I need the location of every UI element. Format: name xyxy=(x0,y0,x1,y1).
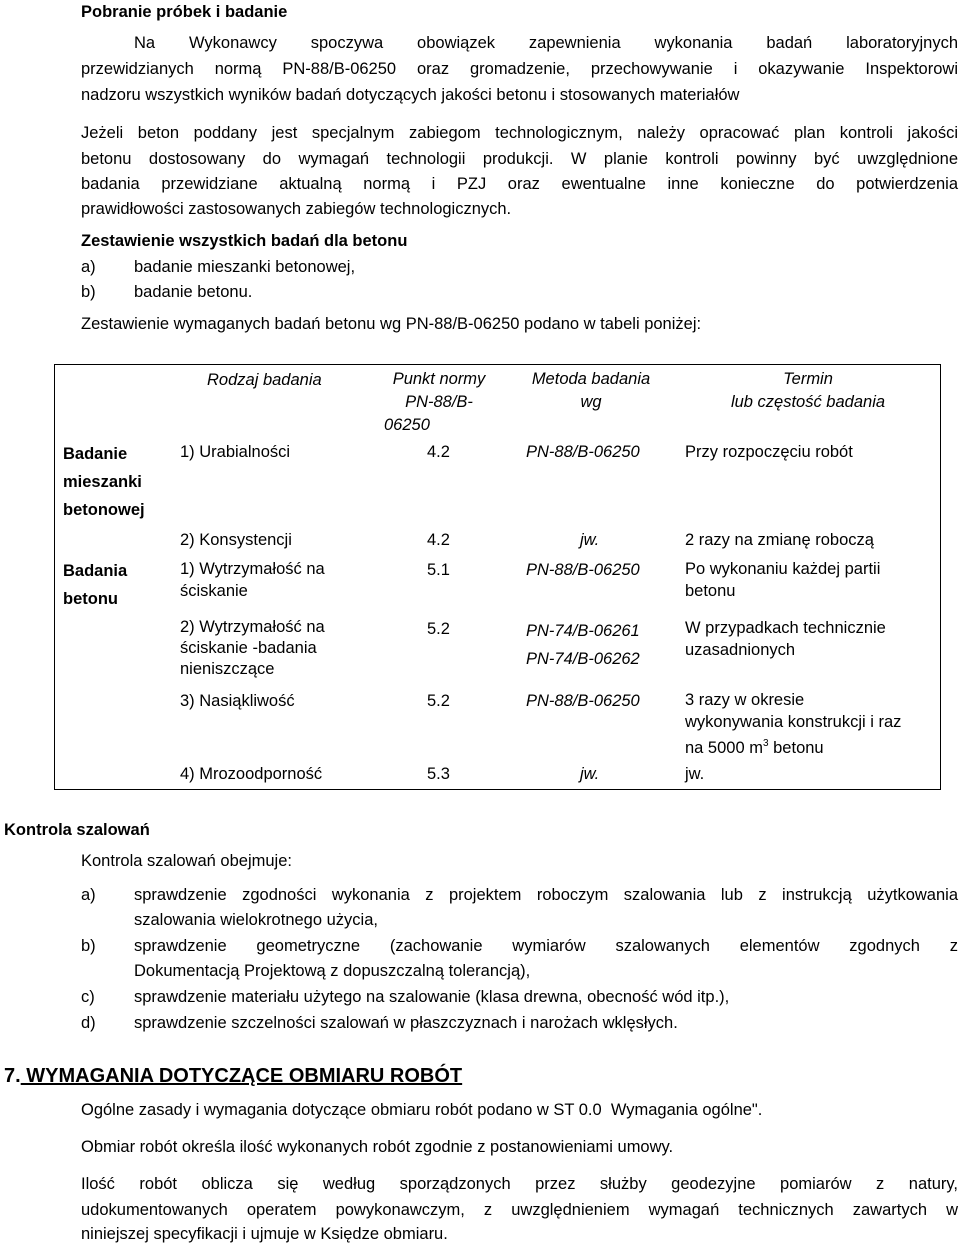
superscript: 3 xyxy=(762,738,769,749)
cell-text: ściskanie -badania xyxy=(180,639,317,657)
cell-text: 3 razy w okresie xyxy=(685,691,805,709)
group-label-mieszanka xyxy=(63,440,145,524)
table-row-rodzaj: 1) Urabialności xyxy=(180,443,291,461)
cell-text: betonu xyxy=(685,582,736,600)
header-text: 06250 xyxy=(384,416,430,434)
list-item-text: sprawdzenie geometryczne (zachowanie wymiarów szalowanych elementów zgodnych z xyxy=(134,937,958,955)
table-row-punkt: 5.1 xyxy=(427,561,450,579)
paragraph-line: nadzoru wszystkich wyników badań dotyczących jakości betonu i stosowanych materiałów xyxy=(81,86,740,104)
cell-text: nieniszczące xyxy=(180,660,275,678)
section-heading-sampling: Pobranie próbek i badanie xyxy=(81,3,288,21)
paragraph-line: badania przewidziane aktualną normą i PZJ oraz ewentualne inne konieczne do potwierdzenia xyxy=(81,175,958,193)
list-item-text: badanie mieszanki betonowej, xyxy=(134,258,356,276)
cell-text: Po wykonaniu każdej partii xyxy=(685,560,881,578)
cell-text-part: betonu xyxy=(768,739,824,757)
paragraph-line: Na Wykonawcy spoczywa obowiązek zapewnienia wykonania badań laboratoryjnych xyxy=(134,34,958,52)
table-row-punkt: 5.2 xyxy=(427,692,450,710)
list-item-text: sprawdzenie materiału użytego na szalowanie (klasa drewna, obecność wód itp.), xyxy=(134,988,730,1006)
cell-text xyxy=(685,733,901,759)
header-punkt xyxy=(378,368,500,437)
group-label-beton xyxy=(63,557,127,613)
table-row-termin: 2 razy na zmianę roboczą xyxy=(685,531,874,549)
chapter-number: 7. xyxy=(4,1065,21,1087)
group-label-text: Badania xyxy=(63,562,128,580)
paragraph: Obmiar robót określa ilość wykonanych robót zgodnie z postanowieniami umowy. xyxy=(81,1138,674,1156)
group-label-text: betonowej xyxy=(63,501,145,519)
header-text: lub częstość badania xyxy=(730,393,886,411)
header-text: Punkt normy xyxy=(392,370,486,388)
paragraph-line: niniejszej specyfikacji i ujmuje w Księdze obmiaru. xyxy=(81,1225,448,1243)
table-row-punkt: 5.3 xyxy=(427,765,450,783)
paragraph-line: betonu dostosowany do wymagań technologii produkcji. W planie kontroli powinny być uwzględnione xyxy=(81,150,958,168)
cell-text: 2) Wytrzymałość na xyxy=(180,618,325,636)
header-text: PN-88/B- xyxy=(405,393,473,411)
cell-text: ściskanie xyxy=(180,582,248,600)
header-text: wg xyxy=(580,393,602,411)
table-row-rodzaj: 2) Konsystencji xyxy=(180,531,292,549)
list-marker: d) xyxy=(81,1014,96,1032)
cell-text-part: na 5000 m xyxy=(685,739,763,757)
table-row-metoda: jw. xyxy=(580,531,600,549)
paragraph-line: Jeżeli beton poddany jest specjalnym zabiegom technologicznym, należy opracować plan kontroli jakości xyxy=(81,124,958,142)
table-intro: Zestawienie wymaganych badań betonu wg PN-88/B-06250 podano w tabeli poniżej: xyxy=(81,315,702,333)
section-heading-formwork: Kontrola szalowań xyxy=(4,821,150,839)
cell-text: PN-74/B-06262 xyxy=(526,650,640,668)
table-row-metoda: PN-88/B-06250 xyxy=(526,692,640,710)
header-text: Metoda badania xyxy=(531,370,651,388)
header-termin xyxy=(700,368,916,414)
list-item-text: badanie betonu. xyxy=(134,283,253,301)
paragraph: Ogólne zasady i wymagania dotyczące obmiaru robót podano w ST 0.0 Wymagania ogólne". xyxy=(81,1101,763,1119)
list-item-text: sprawdzenie szczelności szalowań w płaszczyznach i narożach wklęsłych. xyxy=(134,1014,678,1032)
header-metoda xyxy=(518,368,664,414)
group-label-text: Badanie xyxy=(63,445,128,463)
chapter-title: WYMAGANIA DOTYCZĄCE OBMIARU ROBÓT xyxy=(20,1065,463,1087)
subheading: Zestawienie wszystkich badań dla betonu xyxy=(81,232,408,250)
list-item-text: Dokumentacją Projektową z dopuszczalną tolerancją), xyxy=(134,962,531,980)
header-rodzaj: Rodzaj badania xyxy=(207,371,322,389)
cell-text: W przypadkach technicznie xyxy=(685,619,886,637)
cell-text: 1) Wytrzymałość na xyxy=(180,560,325,578)
chapter-heading xyxy=(4,1062,462,1090)
table-row-termin: jw. xyxy=(685,765,705,783)
section-intro: Kontrola szalowań obejmuje: xyxy=(81,852,292,870)
list-item-text: szalowania wielokrotnego użycia, xyxy=(134,911,378,929)
paragraph-line: Ilość robót oblicza się według sporządzonych przez służby geodezyjne pomiarów z natury, xyxy=(81,1175,958,1193)
table-row-termin xyxy=(685,558,880,602)
table-row-termin xyxy=(685,617,886,661)
table-row-termin xyxy=(685,689,901,759)
list-marker: a) xyxy=(81,258,96,276)
table-row-metoda xyxy=(526,617,640,673)
cell-text: uzasadnionych xyxy=(685,641,796,659)
list-marker: c) xyxy=(81,988,95,1006)
table-row-rodzaj xyxy=(180,617,325,680)
table-row-punkt: 4.2 xyxy=(427,443,450,461)
cell-text: PN-74/B-06261 xyxy=(526,622,640,640)
list-marker: b) xyxy=(81,283,96,301)
table-row-rodzaj xyxy=(180,558,325,602)
table-row-punkt: 5.2 xyxy=(427,620,450,638)
group-label-text: mieszanki xyxy=(63,473,142,491)
table-row-metoda: PN-88/B-06250 xyxy=(526,561,640,579)
paragraph-line: przewidzianych normą PN-88/B-06250 oraz gromadzenie, przechowywanie i okazywanie Inspektorowi xyxy=(81,60,958,78)
table-row-rodzaj: 3) Nasiąkliwość xyxy=(180,692,295,710)
group-label-text: betonu xyxy=(63,590,118,608)
paragraph-line: udokumentowanych operatem powykonawczym, z uwzględnieniem wymagań technicznych zawartych w xyxy=(81,1201,958,1219)
table-row-metoda: jw. xyxy=(580,765,600,783)
table-row-rodzaj: 4) Mrozoodporność xyxy=(180,765,323,783)
header-text: Termin xyxy=(783,370,833,388)
paragraph-line: prawidłowości zastosowanych zabiegów technologicznych. xyxy=(81,200,512,218)
table-row-termin: Przy rozpoczęciu robót xyxy=(685,443,853,461)
table-row-punkt: 4.2 xyxy=(427,531,450,549)
list-item-text: sprawdzenie zgodności wykonania z projektem roboczym szalowania lub z instrukcją użytkowania xyxy=(134,886,958,904)
list-marker: a) xyxy=(81,886,96,904)
cell-text: wykonywania konstrukcji i raz xyxy=(685,713,902,731)
list-marker: b) xyxy=(81,937,96,955)
table-row-metoda: PN-88/B-06250 xyxy=(526,443,640,461)
